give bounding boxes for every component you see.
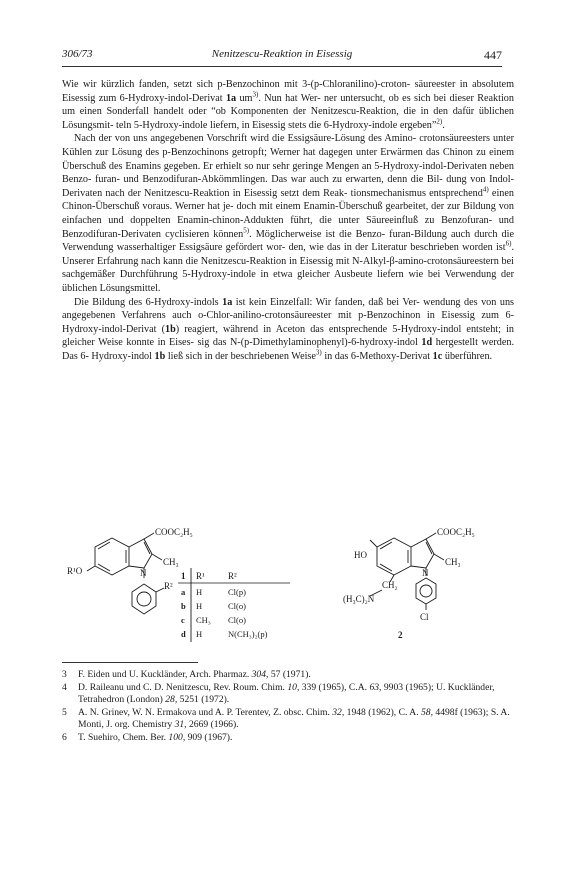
row-d-r1: H (196, 629, 203, 639)
footnote-text: A. N. Grinev, W. N. Ermakova und A. P. Terentev, Z. obsc. Chim. 32, 1948 (1962), C. A. 58, 4498f (1963); S. A. Monti, J. org. Chemistry 31, 2669 (1966). (78, 706, 510, 731)
footnote-5 (62, 707, 512, 732)
r2-label: R² (164, 581, 173, 591)
methyl-label-1: CH₃ (163, 557, 179, 567)
running-title: Nenitzescu-Reaktion in Eisessig (211, 48, 353, 60)
row-c-key: c (181, 615, 185, 625)
paragraph-2: Nach der von uns angegebenen Vorschrift wird die Essigsäure-Lösung des Amino- crotonsäureesters unter Kühlen zur Lösung des p-Benzochinons getropft; Werner hat dagegen unter Erwärmen das Chinon zu einem Überschuß des Enamins gegeben. Er erhielt so nur sehr geringe Mengen an 5-Hydroxy-indol-Derivaten neben Benzo- furan- und Benzodifuran-Abkömmlingen. Das war auch zu erwarten, denn die Bil- dung von Indol-Derivaten nach der Nenitzescu-Reaktion in Eisessig setzt dem Reak- tionsmechanismus entsprechend$^{4)}$ einen Chinon-Überschuß voraus. Werner hat je- doch mit einem Enamin-Überschuß gearbeitet, der zur Bildung von einfachen und doppelten Enamin-chinon-Addukten führt, die unter Säureeinfluß zu Benzofuran- und Benzodifuran-Derivaten cyclisieren können$^{5)}$. Möglicherweise ist die Benzo- furan-Bildung auch durch die Verwendung wasserhaltiger Essigsäure gefördert wor- den, wie das in der Literatur beschrieben worden ist$^{6)}$. Unserer Erfahrung nach kann die Nenitzescu-Reaktion in Eisessig mit N-Alkyl-β-amino-crotonsäureestern bei sachgemäßer Durchführung 5-Hydroxy-indole in etwa gleicher Ausbeute liefern wie bei Verwendung der üblichen Lösungsmittel. (62, 133, 514, 294)
row-b-key: b (181, 601, 186, 611)
row-a-r2: Cl(p) (228, 587, 246, 597)
footnote-text: D. Raileanu und C. D. Nenitzescu, Rev. Roum. Chim. 10, 339 (1965), C.A. 63, 9903 (1965); U. Kuckländer, Tetrahedron (London) 28, 5251 (1972). (78, 681, 495, 706)
table-number-label: 1 (181, 571, 186, 581)
footnotes (62, 669, 512, 745)
ester-label-1: COOC₂H₅ (155, 527, 193, 537)
chemical-structures (60, 526, 520, 651)
footnote-number: 5 (62, 706, 67, 718)
footnote-number: 3 (62, 669, 67, 680)
row-c-r2: Cl(o) (228, 615, 246, 625)
table-header-r2: R² (228, 571, 237, 581)
paragraph-3: Die Bildung des 6-Hydroxy-indols 1a ist kein Einzelfall: Wir fanden, daß bei Ver- wendung des von uns angegebenen Verfahrens auch o-Chlor-anilino-crotonsäureester mit p-Benzochinon in Eisessig zum 6-Hydroxy-indol-Derivat (1b) reagiert, während in Aceton das entsprechende 5-Hydroxy-indol entsteht; in gleicher Weise konnte in Eises- sig das N-(p-Dimethylaminophenyl)-6-hydroxy-indol 1d hergestellt werden. Das 6- Hydroxy-indol 1b ließ sich in der beschriebenen Weise$^{3)}$ in das 6-Methoxy-Derivat 1c überführen. (62, 296, 515, 362)
n-label-1: N (140, 568, 147, 578)
page-number: 447 (484, 48, 502, 62)
table-rows (181, 587, 268, 639)
structure-2 (370, 533, 444, 610)
table-header-r1: R¹ (196, 571, 205, 581)
methyl-label-2: CH₃ (445, 557, 461, 567)
footnote-text: T. Suehiro, Chem. Ber. 100, 909 (1967). (78, 731, 233, 743)
row-d-r2: N(CH₃)₂(p) (228, 629, 268, 639)
row-b-r2: Cl(o) (228, 601, 246, 611)
row-d-key: d (181, 629, 186, 639)
hydroxy-label: HO (354, 550, 367, 560)
compound-2-label: 2 (398, 630, 403, 640)
page-reference: 306/73 (62, 48, 93, 60)
footnote-rule (62, 662, 198, 663)
footnote-3 (62, 669, 512, 682)
paragraph-1: Wie wir kürzlich fanden, setzt sich p-Benzochinon mit 3-(p-Chloranilino)-croton- säureester in absolutem Eisessig zum 6-Hydroxy-indol-Derivat 1a $um^{3)}$. Nun hat Wer- ner untersucht, ob es sich bei dieser Reaktion um einen Sonderfall handelt oder “ob Komponenten der Nenitzescu-Reaktion, die in den dafür üblichen Lösungsmit- teln 5-Hydroxy-indole liefern, in Eisessig stets die 6-Hydroxy-indole ergeben”$^{2)}$. (62, 79, 514, 131)
r1o-label: R¹O (67, 566, 83, 576)
row-a-r1: H (196, 587, 203, 597)
methylene-label: CH₂ (382, 580, 398, 590)
row-c-r1: CH₃ (196, 615, 211, 625)
ester-label-2: COOC₂H₅ (437, 527, 475, 537)
footnote-number: 6 (62, 731, 67, 743)
row-b-r1: H (196, 601, 203, 611)
footnote-6 (62, 732, 512, 745)
footnote-number: 4 (62, 681, 67, 693)
footnote-4 (62, 682, 512, 707)
structure-1 (87, 533, 164, 614)
header-rule (62, 66, 502, 67)
chloro-label: Cl (420, 612, 429, 622)
dimethylamino-label: (H₃C)₂N (343, 594, 375, 604)
substituent-table (178, 568, 290, 642)
footnote-text: F. Eiden und U. Kuckländer, Arch. Pharmaz. 304, 57 (1971). (78, 669, 311, 680)
body-text (62, 78, 514, 363)
n-label-2: N (422, 568, 429, 578)
row-a-key: a (181, 587, 186, 597)
